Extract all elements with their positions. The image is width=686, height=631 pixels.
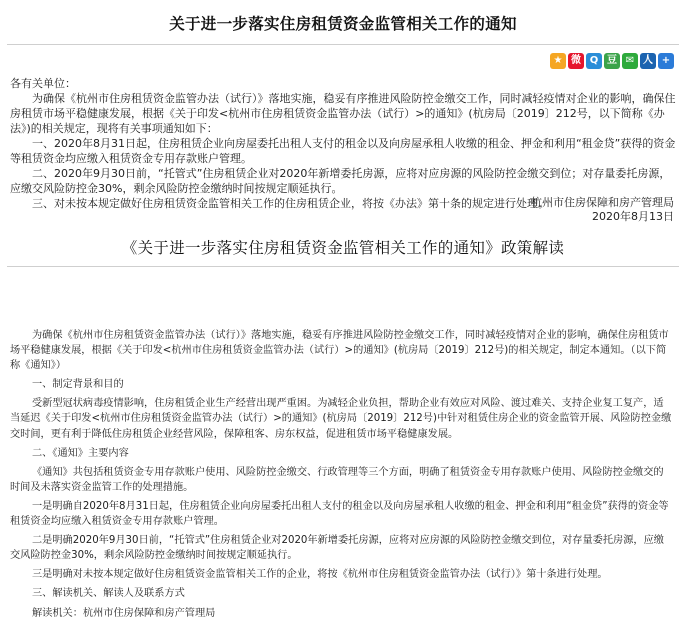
douban-icon[interactable]: 豆: [604, 53, 620, 69]
signature-date: 2020年8月13日: [592, 210, 674, 223]
renren-icon[interactable]: 人: [640, 53, 656, 69]
section-heading-1: 一、制定背景和目的: [32, 379, 124, 391]
notice-intro: 为确保《杭州市住房租赁资金监管办法（试行）》落地实施，稳妥有序推进风险防控金缴交工作，同时减轻疫情对企业的影响，确保住房租赁市场平稳健康发展，根据《关于印发<杭州市住房租赁资金监管办法（试行）>的通知》(杭房局〔2019〕212号，以下简称《办法》)的相关规定，现将有关事项通知如下：: [10, 92, 676, 135]
tencent-weibo-icon[interactable]: Q: [586, 53, 602, 69]
notice-item-1: 一、2020年8月31日起，住房租赁企业向房屋委托出租人支付的租金以及向房屋承租人收缴的租金、押金和利用“租金贷”获得的资金等租赁资金均应缴入租赁资金专用存款账户管理。: [10, 137, 676, 165]
share-toolbar: [550, 53, 674, 69]
section-paragraph-2: 《通知》共包括租赁资金专用存款账户使用、风险防控金缴交、行政管理等三个方面，明确了租赁资金专用存款账户使用、风险防控金缴交的时间及未落实资金监管工作的处理措施。: [10, 466, 664, 493]
wechat-icon[interactable]: ✉: [622, 53, 638, 69]
notice-body: [10, 76, 678, 211]
notice-title: 关于进一步落实住房租赁资金监管相关工作的通知: [169, 15, 517, 33]
section-paragraph-5: 三是明确对未按本规定做好住房租赁资金监管相关工作的企业，将按《杭州市住房租赁资金监管办法（试行）》第十条进行处理。: [32, 569, 608, 581]
signature-org: 杭州市住房保障和房产管理局: [531, 196, 674, 209]
section-heading-2: 二、《通知》主要内容: [32, 447, 129, 459]
section-heading-3: 三、解读机关、解读人及联系方式: [32, 588, 185, 600]
more-plus-icon[interactable]: +: [658, 53, 674, 69]
section-paragraph-1: 受新型冠状病毒疫情影响，住房租赁企业生产经营出现严重困。为减轻企业负担，帮助企业有效应对风险、渡过难关、支持企业复工复产，适当延迟《关于印发<杭州市住房租赁资金监管办法（试行）>的通知》(杭房局〔2019〕212号)中针对租赁住房企业的资金监管开展、风险防控金缴交时间，更有利于降低住房租赁企业经营风险，保障租客、房东权益，促进租赁市场平稳健康发展。: [10, 398, 672, 440]
salutation: 各有关单位：: [10, 77, 76, 90]
interpretation-divider: [7, 266, 679, 267]
qzone-star-icon[interactable]: ★: [550, 53, 566, 69]
notice-item-3: 三、对未按本规定做好住房租赁资金监管相关工作的住房租赁企业，将按《办法》第十条的规定进行处理。: [32, 197, 549, 210]
interpretation-intro: 为确保《杭州市住房租赁资金监管办法（试行）》落地实施，稳妥有序推进风险防控金缴交工作，同时减轻疫情对企业的影响，确保住房租赁市场平稳健康发展，根据《关于印发<杭州市住房租赁资金监管办法（试行）>的通知》(杭房局〔2019〕212号)的相关规定，制定本通知。（以下简称《通知》）: [10, 330, 669, 372]
section-paragraph-4: 二是明确2020年9月30日前，“托管式”住房租赁企业对2020年新增委托房源，应将对应房源的风险防控金缴交到位，对存量委托房源，应缴交风险防控金30%，剩余风险防控金缴纳时间按规定顺延执行。: [10, 535, 664, 562]
interpretation-title: 《关于进一步落实住房租赁资金监管相关工作的通知》政策解读: [121, 239, 565, 257]
weibo-icon[interactable]: 微: [568, 53, 584, 69]
section-paragraph-6: 解读机关：杭州市住房保障和房产管理局: [32, 607, 216, 619]
notice-item-2: 二、2020年9月30日前，“托管式”住房租赁企业对2020年新增委托房源，应将对应房源的风险防控金缴交到位；对存量委托房源，应缴交风险防控金30%，剩余风险防控金缴纳时间按规定顺延执行。: [10, 167, 671, 195]
title-divider: [7, 44, 679, 45]
section-paragraph-3: 一是明确自2020年8月31日起，住房租赁企业向房屋委托出租人支付的租金以及向房屋承租人收缴的租金、押金和利用“租金贷”获得的资金等租赁资金均应缴入租赁资金专用存款账户管理。: [10, 500, 669, 528]
interpretation-body: [10, 328, 672, 621]
